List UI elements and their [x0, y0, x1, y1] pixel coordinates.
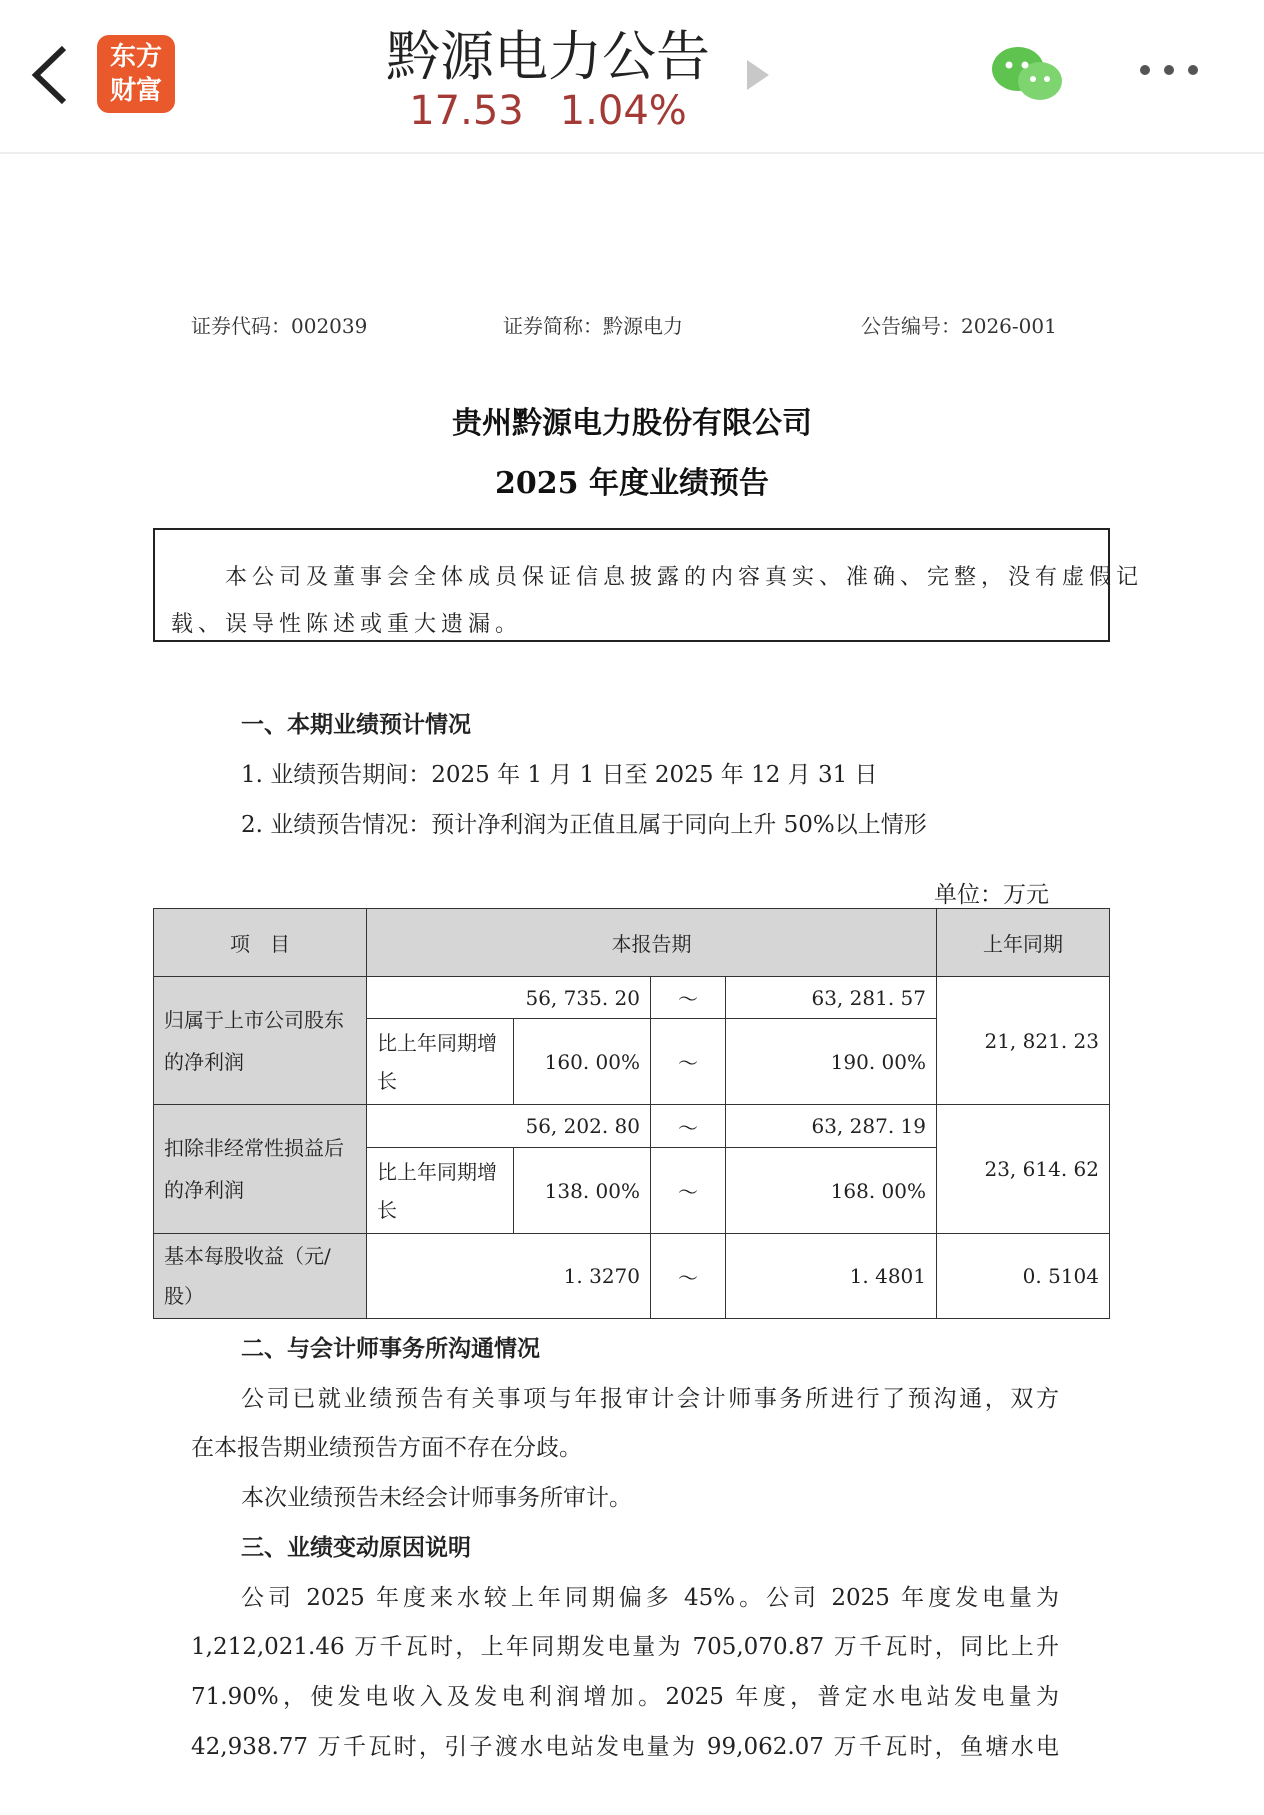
growth-high: 190. 00%: [726, 1019, 937, 1105]
app-logo[interactable]: [97, 35, 175, 113]
forecast-table: [153, 908, 1110, 1319]
more-icon[interactable]: [1140, 60, 1212, 79]
logo-text-bottom: 财富: [109, 76, 162, 106]
stock-short-name: 证券简称：黔源电力: [503, 314, 683, 338]
stock-price: 17.53: [409, 88, 524, 134]
unit-label: 单位：万元: [934, 882, 1049, 908]
company-name: 贵州黔源电力股份有限公司: [452, 406, 812, 441]
wechat-icon[interactable]: [990, 45, 1066, 105]
value-low: 56, 202. 80: [367, 1105, 651, 1148]
row-label: 基本每股收益（元/股）: [154, 1234, 367, 1319]
disclaimer-line: 载、误导性陈述或重大遗漏。: [171, 612, 523, 637]
header-item: 项 目: [154, 909, 367, 977]
tilde: ～: [651, 1105, 726, 1148]
disclaimer-box: [153, 528, 1144, 642]
value-prior: 0. 5104: [937, 1234, 1110, 1319]
section-heading: 二、与会计师事务所沟通情况: [241, 1335, 540, 1362]
forecast-period: 1. 业绩预告期间：2025 年 1 月 1 日至 2025 年 12 月 31 日: [241, 762, 878, 788]
header-current: 本报告期: [367, 909, 937, 977]
back-icon[interactable]: [30, 44, 70, 106]
stock-code: 证券代码：002039: [191, 314, 368, 338]
value-prior: 21, 821. 23: [937, 977, 1110, 1105]
growth-label: 比上年同期增长: [367, 1019, 514, 1105]
app-header: [0, 0, 1264, 154]
play-icon[interactable]: [745, 58, 771, 92]
tilde: ～: [651, 1234, 726, 1319]
value-high: 63, 281. 57: [726, 977, 937, 1019]
paragraph-line: 1,212,021.46 万千瓦时，上年同期发电量为 705,070.87 万千瓦时，同比上升: [191, 1634, 1059, 1660]
paragraph-line: 在本报告期业绩预告方面不存在分歧。: [191, 1435, 582, 1461]
value-prior: 23, 614. 62: [937, 1105, 1110, 1234]
stock-change: 1.04%: [559, 88, 687, 134]
section-heading: 三、业绩变动原因说明: [241, 1534, 471, 1561]
growth-low: 138. 00%: [514, 1148, 651, 1234]
tilde: ～: [651, 1148, 726, 1234]
row-label: 扣除非经常性损益后的净利润: [154, 1105, 367, 1234]
value-high: 63, 287. 19: [726, 1105, 937, 1148]
logo-text-top: 东方: [109, 42, 162, 72]
value-high: 1. 4801: [726, 1234, 937, 1319]
value-low: 56, 735. 20: [367, 977, 651, 1019]
tilde: ～: [651, 1019, 726, 1105]
paragraph-line: 本次业绩预告未经会计师事务所审计。: [241, 1485, 632, 1511]
disclaimer-line: 本公司及董事会全体成员保证信息披露的内容真实、准确、完整，没有虚假记: [171, 565, 1144, 590]
forecast-status: 2. 业绩预告情况：预计净利润为正值且属于同向上升 50%以上情形: [241, 812, 927, 838]
notice-number: 公告编号：2026-001: [861, 314, 1057, 338]
section-heading: 一、本期业绩预计情况: [241, 711, 471, 738]
growth-high: 168. 00%: [726, 1148, 937, 1234]
page-title: 黔源电力公告: [386, 25, 710, 88]
row-label: 归属于上市公司股东的净利润: [154, 977, 367, 1105]
stock-quote[interactable]: [300, 88, 796, 134]
header-prior: 上年同期: [937, 909, 1110, 977]
growth-low: 160. 00%: [514, 1019, 651, 1105]
paragraph-line: 42,938.77 万千瓦时，引子渡水电站发电量为 99,062.07 万千瓦时，鱼塘水电: [191, 1734, 1059, 1760]
paragraph-line: 公司 2025 年度来水较上年同期偏多 45%。公司 2025 年度发电量为: [241, 1585, 1059, 1611]
paragraph-line: 71.90%，使发电收入及发电利润增加。2025 年度，普定水电站发电量为: [191, 1684, 1059, 1710]
document-title: 2025 年度业绩预告: [495, 466, 769, 501]
tilde: ～: [651, 977, 726, 1019]
growth-label: 比上年同期增长: [367, 1148, 514, 1234]
paragraph-line: 公司已就业绩预告有关事项与年报审计会计师事务所进行了预沟通，双方: [241, 1386, 1059, 1412]
value-low: 1. 3270: [367, 1234, 651, 1319]
